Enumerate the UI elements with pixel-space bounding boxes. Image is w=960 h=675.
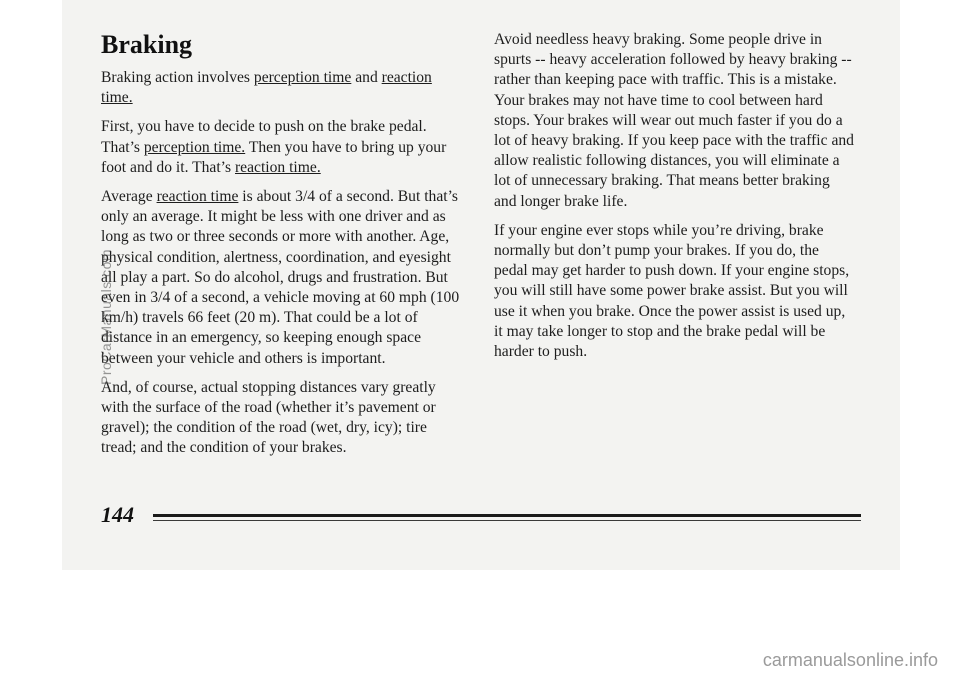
text-run: is about 3/4 of a second. But that’s only an average. It might be less with one driver and as long as two or three seconds or more with another. Age, physical condition, alertness, coordination, and eyesight all play a part. So do alcohol, drugs and frustration. But even in 3/4 of a second, a vehicle moving at 60 mph (100 km/h) travels 66 feet (20 m). That could be a lot of distance in an emergency, so keeping enough space between your vehicle and others is important. [101,188,460,367]
footer-rule-thick [153,514,861,517]
side-watermark: ProCarManuals.com [98,248,114,385]
paragraph-engine-stops: If your engine ever stops while you’re driving, brake normally but don’t pump your brakes. If you do, the pedal may get harder to push down. If your engine stops, you will still have some power brake assist. But you will use it when you brake. Once the power assist is used up, it may take longer to stop and the brake pedal will be harder to push. [494,221,850,361]
paragraph-avoid-heavy-braking: Avoid needless heavy braking. Some people drive in spurts -- heavy acceleration followed by heavy braking -- rather than keeping pace with traffic. This is a mistake. Your brakes may not have time to cool between hard stops. Your brakes will wear out much faster if you do a lot of heavy braking. If you keep pace with the traffic and allow realistic following distances, you will eliminate a lot of unnecessary braking. That means better braking and longer brake life. [494,31,854,210]
page-number: 144 [101,502,134,527]
paragraph-braking-action [101,68,463,108]
term-reaction-time: reaction time [156,188,239,206]
paragraph-average-reaction [101,187,463,369]
page-footer [101,502,861,532]
bottom-watermark: carmanualsonline.info [762,650,938,670]
term-perception-time: perception time. [143,138,246,156]
term-reaction-time: reaction time. [234,158,321,176]
term-reaction-time: reaction time. [101,69,432,107]
text-run: Braking action involves [101,69,254,86]
text-run: Then you have to bring up your foot and do it. That’s [101,138,447,176]
left-column [101,30,463,468]
paragraph-first-decide [101,117,463,178]
text-run: First, you have to decide to push on the brake pedal. That’s [101,118,427,156]
section-heading: Braking [101,30,193,59]
right-column [494,30,856,371]
text-run: and [351,69,382,86]
text-run: Average [101,188,157,206]
paragraph-stopping-distances: And, of course, actual stopping distances vary greatly with the surface of the road (whether it’s pavement or gravel); the condition of the road (wet, dry, icy); tire tread; and the condition of your brakes. [101,378,436,457]
footer-rule-thin [153,520,861,521]
term-perception-time: perception time [253,69,352,86]
